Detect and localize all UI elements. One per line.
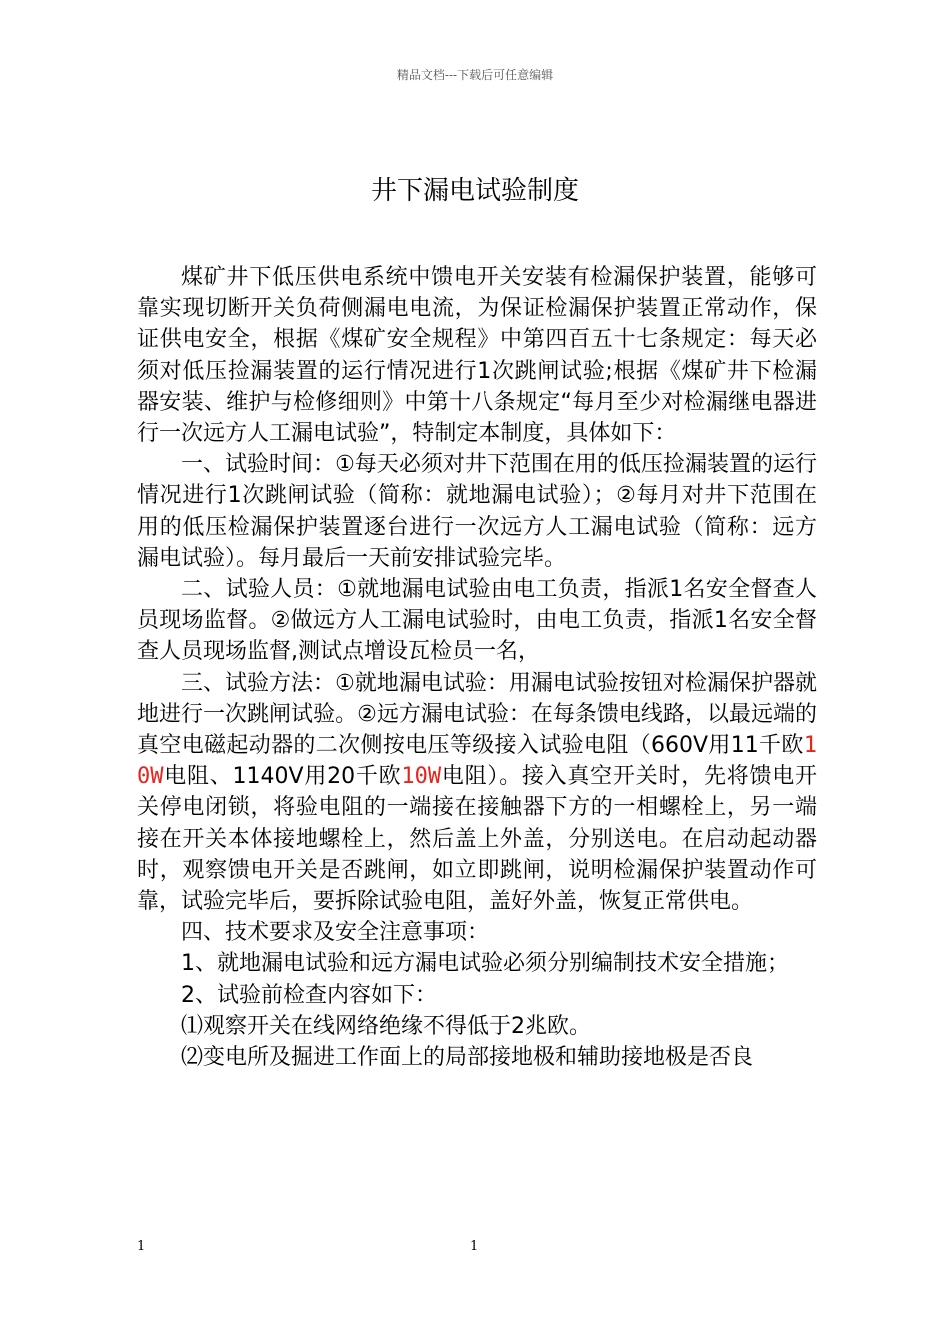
- requirement-item-1: 1、就地漏电试验和远方漏电试验必须分别编制技术安全措施；: [181, 951, 789, 977]
- intro-paragraph: 煤矿井下低压供电系统中馈电开关安装有检漏保护装置，能够可靠实现切断开关负荷侧漏电电流，为保证检漏保护装置正常动作，保证供电安全，根据《煤矿安全规程》中第四百五十七条规定：每天必须对低压捡漏装置的运行情况进行1次跳闸试验;根据《煤矿井下检漏器安装、维护与检修细则》中第十八条规定“每月至少对检漏继电器进行一次远方人工漏电试验”，特制定本制度，具体如下：: [137, 265, 817, 447]
- resistor-spec-highlight-2: 10W: [401, 764, 442, 790]
- requirement-item-2-2: ⑵变电所及掘进工作面上的局部接地极和辅助接地极是否良: [181, 1045, 754, 1071]
- section-test-personnel: 二、试验人员：①就地漏电试验由电工负责，指派1名安全督查人员现场监督。②做远方人工漏电试验时，由电工负责，指派1名安全督查人员现场监督,测试点增设瓦检员一名，: [137, 577, 817, 665]
- method-text-part3: 电阻）。接入真空开关时，先将馈电开关停电闭锁，将验电阻的一端接在接触器下方的一相螺栓上，另一端接在开关本体接地螺栓上，然后盖上外盖，分别送电。在启动起动器时，观察馈电开关是否跳闸，如立即跳闸，说明检漏保护装置动作可靠，试验完毕后，要拆除试验电阻，盖好外盖，恢复正常供电。: [137, 764, 817, 915]
- header-note: 精品文档---下载后可任意编辑: [396, 68, 554, 82]
- method-text-part1: 三、试验方法：①就地漏电试验：用漏电试验按钮对检漏保护器就地进行一次跳闸试验。②远方漏电试验：在每条馈电线路，以最远端的真空电磁起动器的二次侧按电压等级接入试验电阻（660V用11千欧: [137, 670, 817, 759]
- footer-page-number-left: 1: [137, 1239, 146, 1254]
- document-title: 井下漏电试验制度: [370, 176, 579, 206]
- requirement-item-2-1: ⑴观察开关在线网络绝缘不得低于2兆欧。: [181, 1013, 591, 1039]
- section-test-method: [137, 668, 817, 918]
- section-requirements-heading: 四、技术要求及安全注意事项：: [181, 920, 490, 946]
- section-test-time: 一、试验时间：①每天必须对井下范围在用的低压捡漏装置的运行情况进行1次跳闸试验（简称：就地漏电试验）；②每月对井下范围在用的低压检漏保护装置逐台进行一次远方人工漏电试验（简称：远方漏电试验）。每月最后一天前安排试验完毕。: [137, 452, 817, 571]
- method-text-part2: 电阻、1140V用20千欧: [163, 764, 402, 790]
- document-body: [137, 262, 817, 1073]
- requirement-item-2: 2、试验前检查内容如下：: [181, 982, 437, 1008]
- footer-page-number-center: 1: [470, 1239, 479, 1254]
- resistor-spec-highlight-1: 10W: [137, 733, 817, 790]
